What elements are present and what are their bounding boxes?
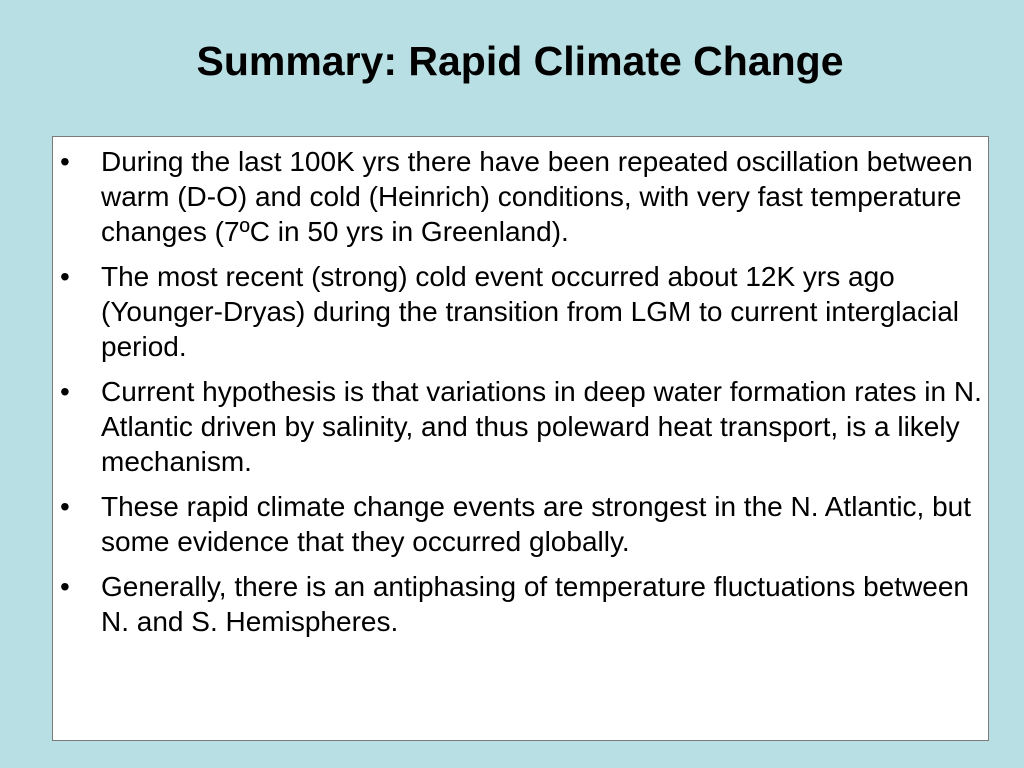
bullet-text-1: During the last 100K yrs there have been repeated oscillation between warm (D-O) and cold (Heinrich) conditions, with very fast temperature changes (7ºC in 50 yrs in Greenland). xyxy=(101,146,973,247)
bullet-item-5 xyxy=(60,569,990,639)
bullet-text-2: The most recent (strong) cold event occurred about 12K yrs ago (Younger-Dryas) during the transition from LGM to current interglacial period. xyxy=(101,261,960,362)
bullet-item-2 xyxy=(60,259,990,364)
bullet-item-4 xyxy=(60,489,990,559)
bullet-icon: • xyxy=(60,376,70,407)
bullet-list xyxy=(60,144,990,649)
bullet-icon: • xyxy=(60,261,70,292)
slide-title: Summary: Rapid Climate Change xyxy=(196,38,844,84)
bullet-icon: • xyxy=(60,491,70,522)
bullet-item-1 xyxy=(60,144,990,249)
content-box xyxy=(52,136,989,741)
bullet-text-3: Current hypothesis is that variations in deep water formation rates in N. Atlantic driven by salinity, and thus poleward heat transport, is a likely mechanism. xyxy=(101,376,982,477)
bullet-item-3 xyxy=(60,374,990,479)
bullet-text-4: These rapid climate change events are strongest in the N. Atlantic, but some evidence that they occurred globally. xyxy=(101,491,972,557)
bullet-text-5: Generally, there is an antiphasing of temperature fluctuations between N. and S. Hemispheres. xyxy=(101,571,969,637)
bullet-icon: • xyxy=(60,146,70,177)
bullet-icon: • xyxy=(60,571,70,602)
